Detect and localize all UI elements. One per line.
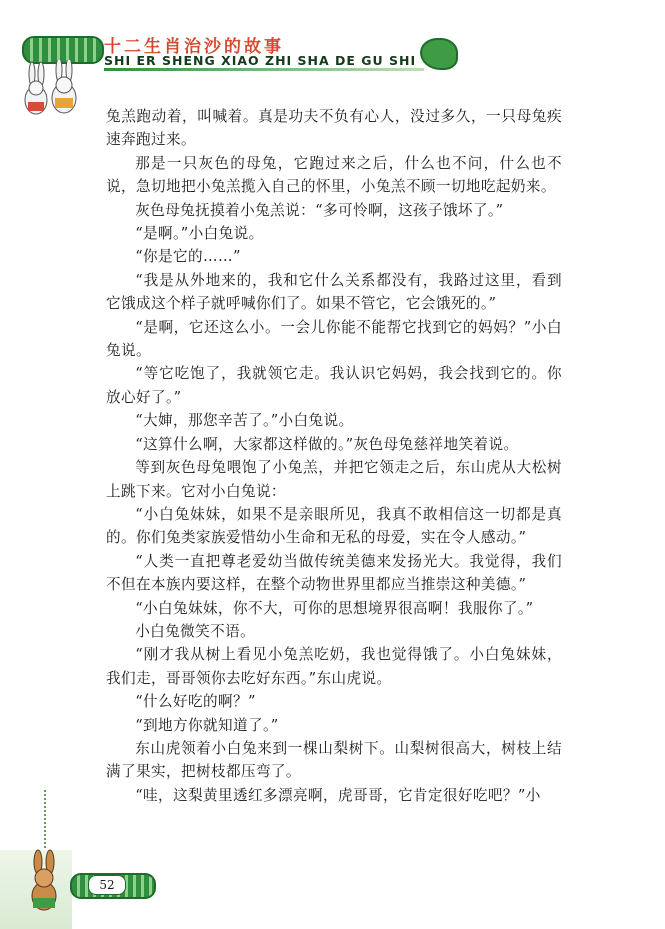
paragraph: “大婶，那您辛苦了。”小白兔说。 (135, 412, 354, 430)
paragraph: “什么好吃的啊？” (135, 693, 256, 711)
story-text (106, 105, 562, 807)
footer-rabbit-illustration (20, 848, 68, 918)
paragraph: 小白兔微笑不语。 (135, 622, 256, 640)
book-title-pinyin: SHI ER SHENG XIAO ZHI SHA DE GU SHI (104, 53, 417, 68)
paragraph: “是啊。”小白兔说。 (135, 225, 264, 243)
paragraph: “你是它的……” (135, 248, 241, 266)
paragraph: “这算什么啊，大家都这样做的。”灰色母兔慈祥地笑着说。 (135, 435, 519, 453)
paragraph: 东山虎领着小白兔来到一棵山梨树下。山梨树很高大，树枝上结满了果实，把树枝都压弯了。 (106, 739, 562, 781)
paragraph: 等到灰色母兔喂饱了小兔羔，并把它领走之后，东山虎从大松树上跳下来。它对小白兔说： (106, 459, 562, 500)
paragraph: 兔羔跑动着，叫喊着。真是功夫不负有心人，没过多久，一只母兔疾速奔跑过来。 (106, 108, 562, 149)
paragraph: “到地方你就知道了。” (135, 716, 279, 734)
rabbit-illustration (14, 60, 84, 120)
book-title: 十二生肖治沙的故事 (104, 37, 284, 57)
paragraph: “刚才我从树上看见小兔羔吃奶，我也觉得饿了。小白兔妹妹，我们走，哥哥领你去吃好东西。”东山虎说。 (106, 646, 562, 687)
paragraph: “哇，这梨黄里透红多漂亮啊，虎哥哥，它肯定很好吃吧？”小 (135, 786, 541, 804)
header-rule (104, 68, 424, 71)
paragraph: 那是一只灰色的母兔，它跑过来之后，什么也不问，什么也不说，急切地把小兔羔揽入自己的怀里，小兔羔不顾一切地吃起奶来。 (106, 154, 562, 196)
paragraph: 灰色母兔抚摸着小兔羔说：“多可怜啊，这孩子饿坏了。” (135, 201, 504, 219)
paragraph: “我是从外地来的，我和它什么关系都没有，我路过这里，看到它饿成这个样子就呼喊你们了。如果不管它，它会饿死的。” (106, 271, 562, 313)
leaf-ornament (420, 38, 458, 70)
paragraph: “小白兔妹妹，如果不是亲眼所见，我真不敢相信这一切都是真的。你们兔类家族爱惜幼小生命和无私的母爱，实在令人感动。” (106, 505, 562, 547)
page-header (0, 0, 665, 100)
paragraph: “小白兔妹妹，你不大，可你的思想境界很高啊！我服你了。” (135, 599, 534, 617)
paragraph: “人类一直把尊老爱幼当做传统美德来发扬光大。我觉得，我们不但在本族内要这样，在整个动物世界里都应当推崇这种美德。” (106, 552, 562, 594)
paragraph: “等它吃饱了，我就领它走。我认识它妈妈，我会找到它的。你放心好了。” (106, 365, 562, 406)
paragraph: “是啊，它还这么小。一会儿你能不能帮它找到它的妈妈？”小白兔说。 (106, 318, 562, 360)
page-number: 52 (88, 875, 126, 895)
